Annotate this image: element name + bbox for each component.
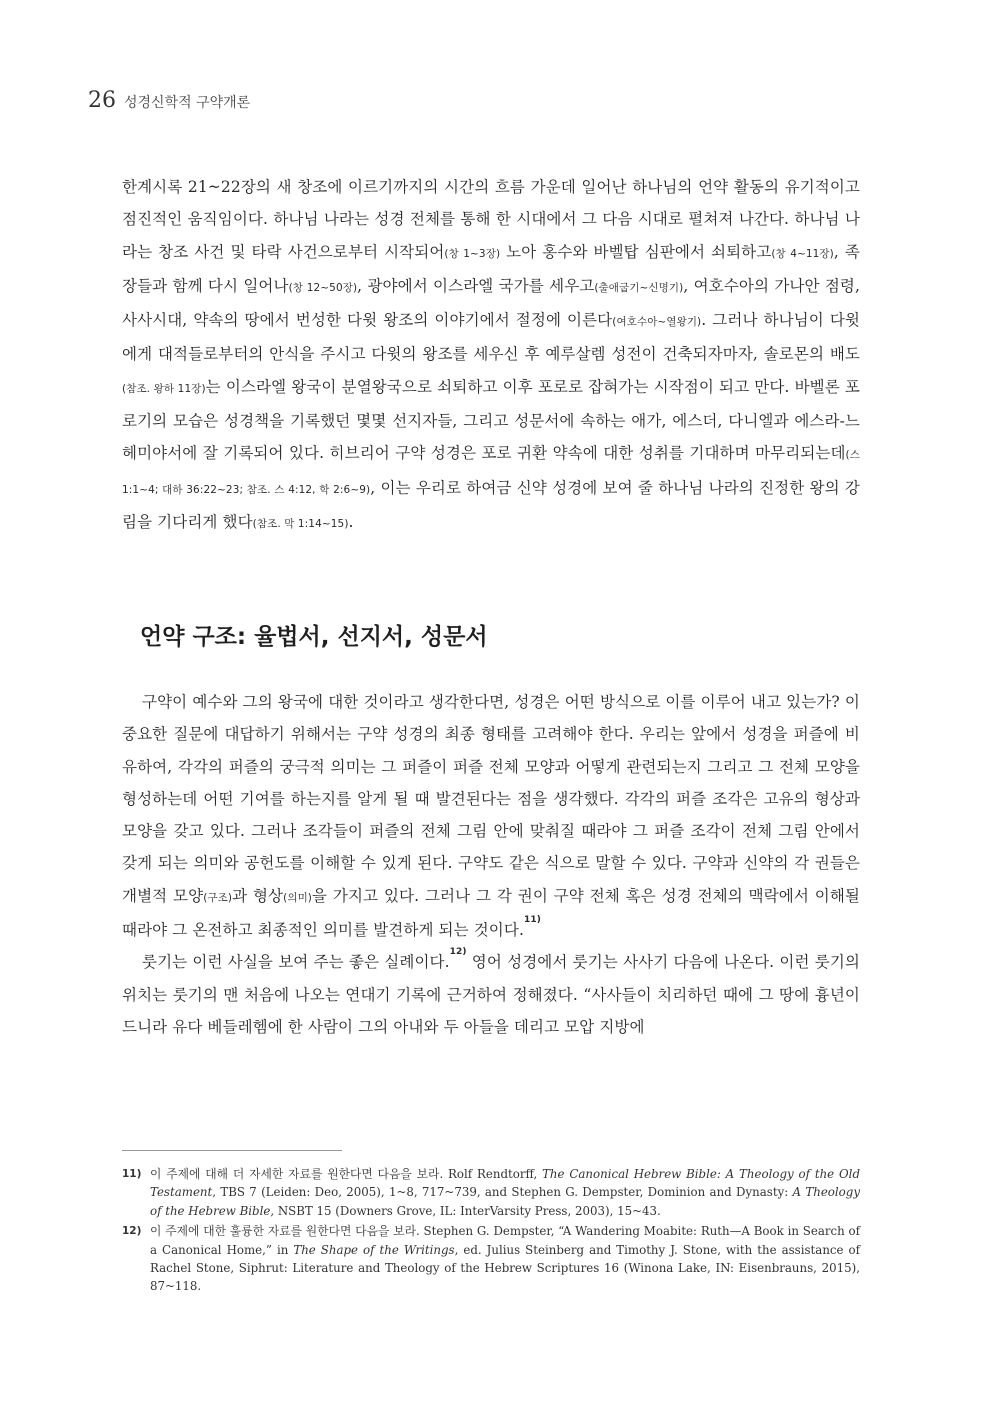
text-run: . (348, 512, 354, 531)
footnotes (122, 1165, 860, 1298)
text-run: , TBS 7 (Leiden: Deo, 2005), 1~8, 717~739, and Stephen G. Dempster, Dominion and Dynasty: (212, 1185, 793, 1200)
footnote-text (150, 1165, 860, 1220)
text-run: 이 주제에 대한 훌륭한 자료를 원한다면 다음을 보라. Stephen G. Dempster, “A Wandering Moabite: Ruth—A Book in Search of a Canonical Home,” in (150, 1224, 860, 1257)
body-text-top (122, 171, 860, 540)
footnote-number: 12) (122, 1225, 142, 1238)
paragraph-kingdom-history (122, 171, 860, 540)
inline-gloss: (의미) (283, 891, 313, 904)
book-title: A Theology of the Hebrew Bible (150, 1185, 860, 1218)
text-run: 한계시록 21~22장의 새 창조에 이르기까지의 시간의 흐름 가운데 일어난 하나님의 언약 활동의 유기적이고 점진적인 움직임이다. 하나님 나라는 성경 전체를 통해 한 시대에서 그 다음 시대로 펼쳐져 나간다. 하나님 나라는 창조 사건 및 타락 사건으로부터 시작되어 (122, 178, 860, 261)
scripture-reference: (여호수아~열왕기) (612, 316, 702, 329)
page-number: 26 (88, 88, 116, 113)
footnote-number: 11) (122, 1168, 142, 1180)
inline-gloss: (구조) (203, 891, 233, 904)
text-run: 이 주제에 대해 더 자세한 자료를 원한다면 다음을 보라. Rolf Rendtorff, (150, 1167, 543, 1181)
scripture-reference: (창 1~3장) (444, 247, 501, 260)
footnote-11 (122, 1165, 860, 1220)
scripture-reference: (창 12~50장) (288, 281, 358, 294)
paragraph-ruth-example (122, 946, 860, 1043)
scripture-reference: (출애굽기~신명기) (594, 281, 684, 294)
text-run: , 이는 우리로 하여금 신약 성경에 보여 줄 하나님 나라의 진정한 왕의 강림을 기다리게 했다 (122, 478, 860, 531)
text-run: . 그러나 하나님이 다윗에게 대적들로부터의 안식을 주시고 다윗의 왕조를 세우신 후 예루살렘 성전이 건축되자마자, 솔로몬의 배도 (122, 311, 860, 364)
text-run: 영어 성경에서 룻기는 사사기 다음에 나온다. 이런 룻기의 위치는 룻기의 맨 처음에 나오는 연대기 기록에 근거하여 정해졌다. “사사들이 치리하던 때에 그 땅에 흉년이 드니라 유다 베들레헴에 한 사람이 그의 아내와 두 아들을 데리고 모압 지방에 (122, 953, 860, 1036)
footnote-marker[interactable]: 12) (449, 947, 467, 958)
text-run: 노아 홍수와 바벨탑 심판에서 쇠퇴하고 (500, 242, 772, 261)
text-run: , ed. Julius Steinberg and Timothy J. Stone, with the assistance of Rachel Stone, Siphrut: Literature and Theology of the Hebrew Scriptures 16 (Winona Lake, IN: Eisenbrauns, 2015), 87~118. (150, 1242, 860, 1294)
text-run: 구약이 예수와 그의 왕국에 대한 것이라고 생각한다면, 성경은 어떤 방식으로 이를 이루어 내고 있는가? 이 중요한 질문에 대답하기 위해서는 구약 성경의 최종 형태를 고려해야 한다. 우리는 앞에서 성경을 퍼즐에 비유하여, 각각의 퍼즐의 궁극적 의미는 그 퍼즐이 퍼즐 전체 모양과 어떻게 관련되는지 그리고 그 전체 모양을 형성하는데 어떤 기여를 하는지를 알게 될 때 발견된다는 점을 생각했다. 각각의 퍼즐 조각은 고유의 형상과 모양을 갖고 있다. 그러나 조각들이 퍼즐의 전체 그림 안에 맞춰질 때라야 그 퍼즐 조각이 전체 그림 안에서 갖게 되는 의미와 공헌도를 이해할 수 있게 된다. 구약도 같은 식으로 말할 수 있다. 구약과 신약의 각 권들은 개별적 모양 (122, 693, 860, 905)
paragraph-puzzle-analogy (122, 686, 860, 946)
footnote-12 (122, 1222, 860, 1296)
text-run: , 광야에서 이스라엘 국가를 세우고 (357, 276, 595, 295)
text-run: 는 이스라엘 왕국이 분열왕국으로 쇠퇴하고 이후 포로로 잡혀가는 시작점이 되고 만다. 바벨론 포로기의 모습은 성경책을 기록했던 몇몇 선지자들, 그리고 성문서에 속하는 애가, 에스더, 다니엘과 에스라-느헤미야서에 잘 기록되어 있다. 히브리어 구약 성경은 포로 귀환 약속에 대한 성취를 기대하며 마무리되는데 (122, 377, 860, 463)
book-title: The Shape of the Writings (293, 1242, 455, 1257)
scripture-reference: (참조. 막 1:14~15) (252, 517, 349, 530)
scripture-reference: (스 1:1~4; 대하 36:22~23; 참조. 스 4:12, 학 2:6~9) (122, 449, 860, 496)
scripture-reference: (창 4~11장) (771, 247, 834, 260)
footnote-divider (122, 1150, 342, 1151)
body-text-bottom (122, 686, 860, 1043)
text-run: 과 형상 (232, 886, 284, 905)
text-run: , 여호수아의 가나안 점령, 사사시대, 약속의 땅에서 번성한 다윗 왕조의 이야기에서 절정에 이른다 (122, 276, 860, 330)
text-run: 을 가지고 있다. 그러나 그 각 권이 구약 전체 혹은 성경 전체의 맥락에서 이해될 때라야 그 온전하고 최종적인 의미를 발견하게 되는 것이다. (122, 886, 860, 940)
text-run: , NSBT 15 (Downers Grove, IL: InterVarsity Press, 2003), 15~43. (270, 1203, 661, 1218)
book-title: The Canonical Hebrew Bible: A Theology of the Old Testament (150, 1167, 860, 1200)
running-title: 성경신학적 구약개론 (124, 95, 251, 111)
text-run: 룻기는 이런 사실을 보여 주는 좋은 실례이다. (142, 953, 450, 972)
text-run: , 족장들과 함께 다시 일어나 (122, 242, 860, 295)
page-header (88, 88, 250, 113)
scripture-reference: (참조. 왕하 11장) (122, 382, 206, 395)
footnote-text (150, 1222, 860, 1296)
footnote-marker[interactable]: 11) (523, 915, 541, 926)
section-heading: 언약 구조: 율법서, 선지서, 성문서 (140, 624, 488, 650)
